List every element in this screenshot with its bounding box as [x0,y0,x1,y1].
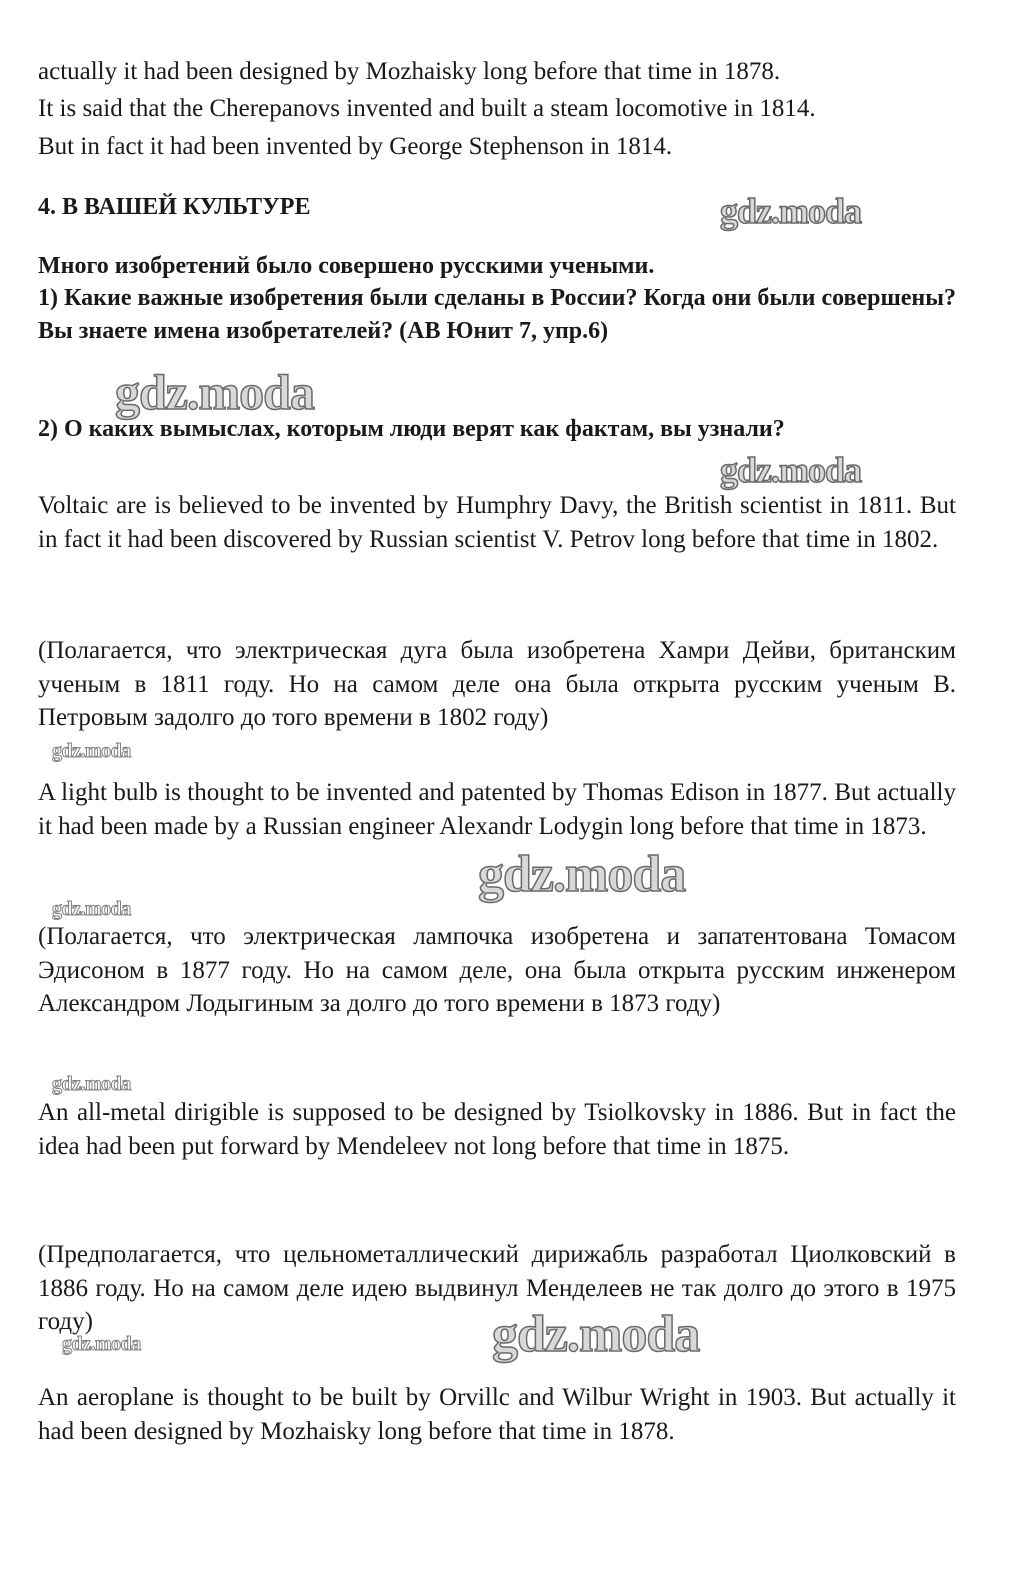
text-line: actually it had been designed by Mozhaisky long before that time in 1878. [38,58,781,85]
watermark: gdz.moda [52,898,131,920]
watermark: gdz.moda [478,846,686,903]
text-line: But in fact it had been invented by George Stephenson in 1814. [38,133,673,160]
watermark: gdz.moda [115,364,314,420]
question-2: 2) О каких вымыслах, которым люди верят как фактам, вы узнали? [38,416,785,442]
section-heading: 4. В ВАШЕЙ КУЛЬТУРЕ [38,194,311,220]
watermark: gdz.moda [720,450,862,490]
paragraph-dirigible-ru: (Предполагается, что цельнометаллический дирижабль разработал Циолковский в 1886 году. Но на самом деле идею выдвинул Менделеев не так долго до этого в 1975 году) [38,1241,956,1335]
paragraph-dirigible-en: An all-metal dirigible is supposed to be designed by Tsiolkovsky in 1886. But in fact the idea had been put forward by Mendeleev not long before that time in 1875. [38,1099,956,1160]
paragraph-voltaic-en: Voltaic are is believed to be invented by Humphry Davy, the British scientist in 1811. But in fact it had been discovered by Russian scientist V. Petrov long before that time in 1802. [38,492,956,553]
watermark: gdz.moda [52,1073,131,1095]
intro-text: Много изобретений было совершено русскими учеными. [38,253,655,279]
paragraph-bulb-en: A light bulb is thought to be invented and patented by Thomas Edison in 1877. But actually it had been made by a Russian engineer Alexandr Lodygin long before that time in 1873. [38,779,956,840]
text-line: It is said that the Cherepanovs invented and built a steam locomotive in 1814. [38,95,816,122]
question-1: 1) Какие важные изобретения были сделаны в России? Когда они были совершены? Вы знаете имена изобретателей? (АВ Юнит 7, упр.6) [38,285,956,344]
watermark: gdz.moda [52,740,131,762]
watermark: gdz.moda [720,191,862,231]
paragraph-bulb-ru: (Полагается, что электрическая лампочка изобретена и запатентована Томасом Эдисоном в 1877 году. Но на самом деле, она была открыта русским инженером Александром Лодыгиным за долго до того времени в 1873 году) [38,923,956,1017]
watermark: gdz.moda [62,1333,141,1355]
paragraph-voltaic-ru: (Полагается, что электрическая дуга была изобретена Хамри Дейви, британским ученым в 1811 году. Но на самом деле она была открыта русским ученым В. Петровым задолго до того времени в 1802 году) [38,637,956,731]
paragraph-aeroplane-en: An aeroplane is thought to be built by Orvillc and Wilbur Wright in 1903. But actually it had been designed by Mozhaisky long before that time in 1878. [38,1384,956,1445]
watermark: gdz.moda [492,1306,700,1363]
